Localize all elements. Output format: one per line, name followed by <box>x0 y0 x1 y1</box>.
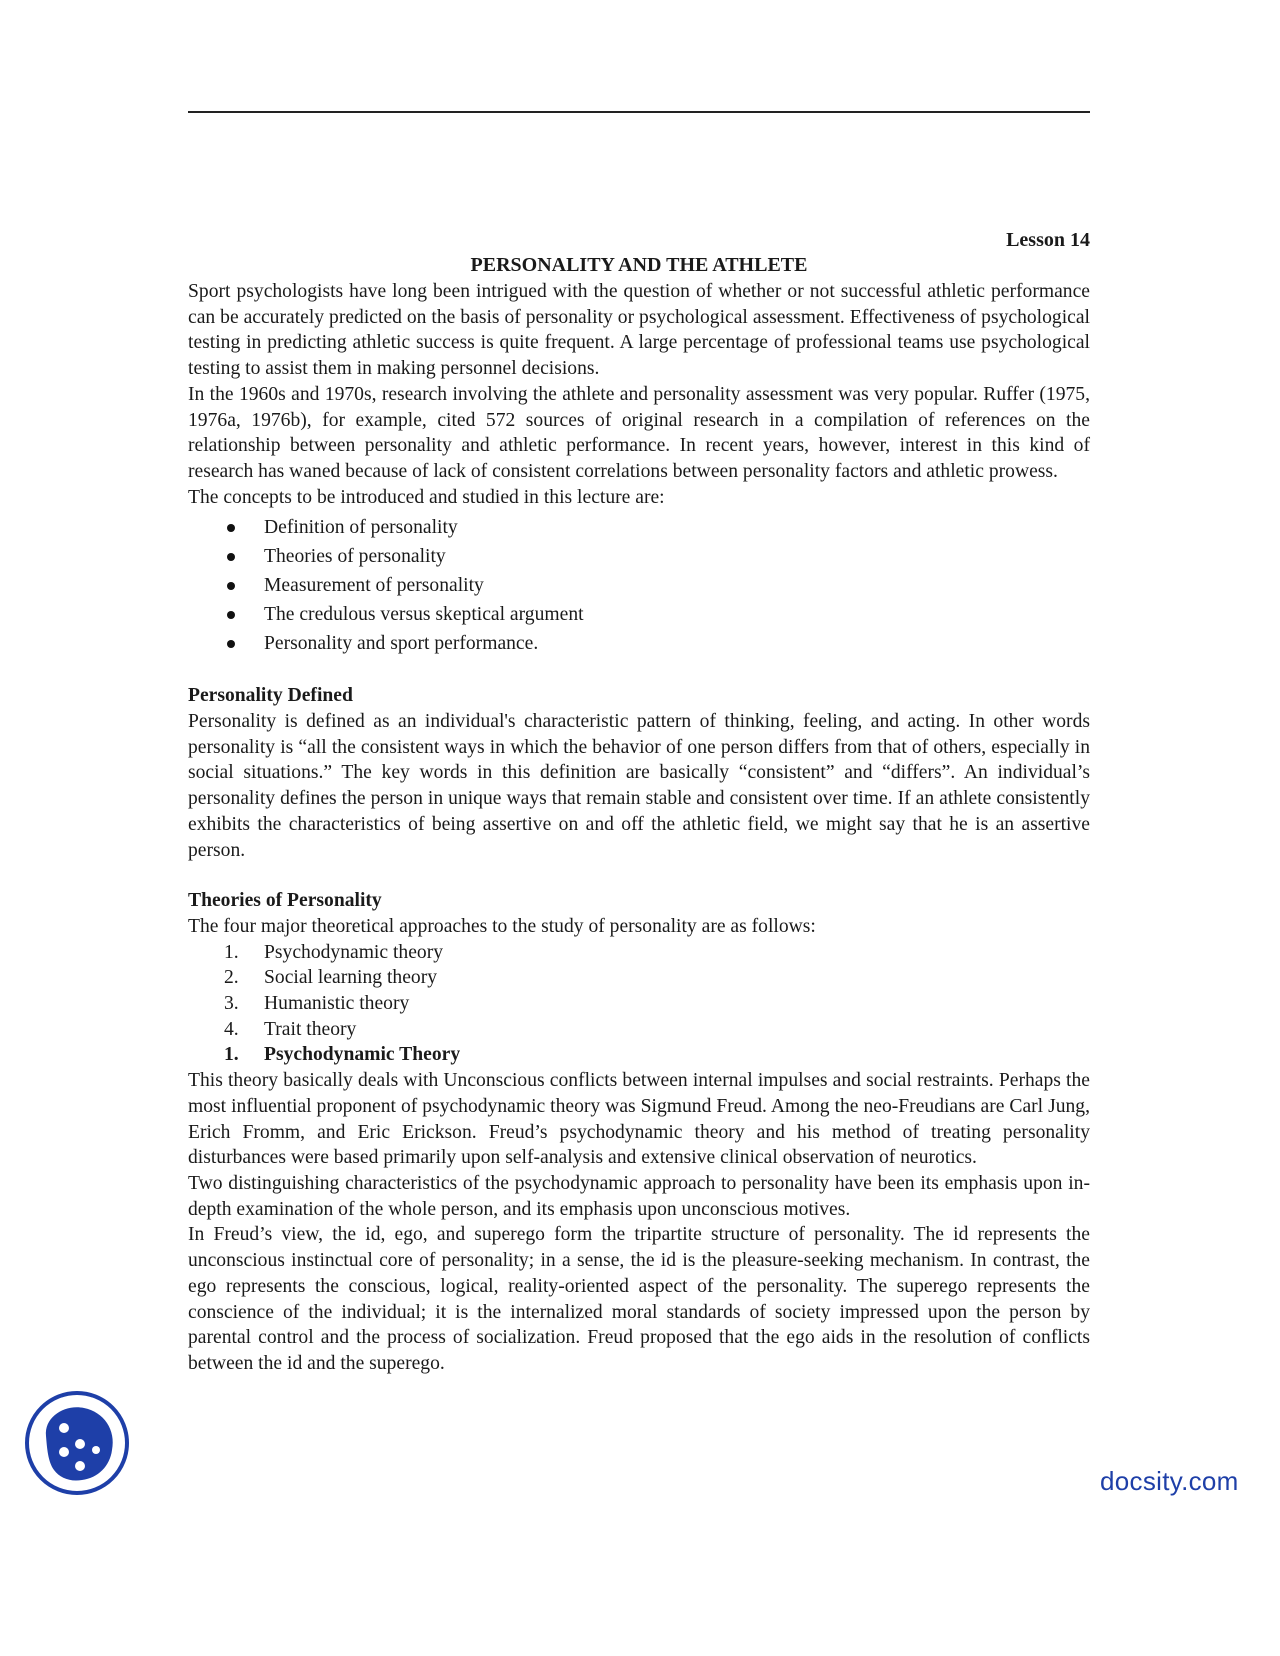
list-item <box>188 965 1090 991</box>
list-item <box>188 1017 1090 1043</box>
lesson-number: Lesson 14 <box>1006 229 1090 251</box>
list-item-label: Definition of personality <box>264 517 458 539</box>
bullet-icon <box>227 582 235 590</box>
subsection-heading-psychodynamic <box>188 1042 1090 1068</box>
list-number: 4. <box>224 1018 239 1040</box>
intro-paragraph-2: In the 1960s and 1970s, research involving the athlete and personality assessment was very popular. Ruffer (1975, 1976a, 1976b), for example, cited 572 sources of original research in a compilation of references on the relationship between personality and athletic performance. In recent years, however, interest in this kind of research has waned because of lack of consistent correlations between personality factors and athletic prowess. <box>188 383 1090 482</box>
intro-paragraph-3: The concepts to be introduced and studied in this lecture are: <box>188 486 665 508</box>
psychodynamic-paragraph-2: Two distinguishing characteristics of the psychodynamic approach to personality have been its emphasis upon in-depth examination of the whole person, and its emphasis upon unconscious motives. <box>188 1172 1090 1220</box>
theories-list <box>188 940 1090 1043</box>
subsection-title: Psychodynamic Theory <box>264 1044 461 1066</box>
intro-paragraph-1: Sport psychologists have long been intrigued with the question of whether or not successful athletic performance can be accurately predicted on the basis of personality or psychological assessment. Effectiveness of psychological testing in predicting athletic success is quite frequent. A large percentage of professional teams use psychological testing to assist them in making personnel decisions. <box>188 281 1090 380</box>
page-title: PERSONALITY AND THE ATHLETE <box>470 254 808 276</box>
bullet-icon <box>227 611 235 619</box>
subsection-number: 1. <box>224 1044 239 1066</box>
psychodynamic-paragraph-3: In Freud’s view, the id, ego, and superego form the tripartite structure of personality. The id represents the unconscious instinctual core of personality; in a sense, the id is the pleasure-seeking mechanism. In contrast, the ego represents the conscious, logical, reality-oriented aspect of the personality. The superego represents the conscience of the individual; it is the internalized moral standards of society impressed upon the person by parental control and the process of socialization. Freud proposed that the ego aids in the resolution of conflicts between the id and the superego. <box>188 1224 1090 1374</box>
bullet-icon <box>227 640 235 648</box>
list-item-label: Measurement of personality <box>264 575 484 597</box>
list-number: 1. <box>224 941 239 963</box>
list-item-label: Personality and sport performance. <box>264 633 539 655</box>
concepts-list <box>188 513 1090 658</box>
list-number: 3. <box>224 993 239 1015</box>
list-item <box>188 571 1090 600</box>
list-item-label: Psychodynamic theory <box>264 941 444 963</box>
section-heading-theories: Theories of Personality <box>188 890 382 912</box>
list-item-label: Theories of personality <box>264 546 446 568</box>
list-item-label: The credulous versus skeptical argument <box>264 604 584 626</box>
header-rule <box>188 111 1090 113</box>
list-item-label: Humanistic theory <box>264 993 410 1015</box>
list-item <box>188 629 1090 658</box>
list-item <box>188 600 1090 629</box>
list-number: 2. <box>224 967 239 989</box>
docsity-logo-icon <box>24 1390 130 1496</box>
list-item-label: Social learning theory <box>264 967 438 989</box>
docsity-watermark: docsity.com <box>1100 1466 1239 1496</box>
psychodynamic-paragraph-1: This theory basically deals with Unconscious conflicts between internal impulses and social restraints. Perhaps the most influential proponent of psychodynamic theory was Sigmund Freud. Among the neo-Freudians are Carl Jung, Erich Fromm, and Eric Erickson. Freud’s psychodynamic theory and his method of treating personality disturbances were based primarily upon self-analysis and extensive clinical observation of neurotics. <box>188 1070 1090 1169</box>
list-item <box>188 940 1090 966</box>
bullet-icon <box>227 553 235 561</box>
list-item <box>188 991 1090 1017</box>
list-item <box>188 542 1090 571</box>
bullet-icon <box>227 524 235 532</box>
list-item-label: Trait theory <box>264 1018 357 1040</box>
defined-paragraph: Personality is defined as an individual's characteristic pattern of thinking, feeling, and acting. In other words personality is “all the consistent ways in which the behavior of one person differs from that of others, especially in social situations.” The key words in this definition are basically “consistent” and “differs”. An individual’s personality defines the person in unique ways that remain stable and consistent over time. If an athlete consistently exhibits the characteristics of being assertive on and off the athletic field, we might say that he is an assertive person. <box>188 711 1090 861</box>
theories-intro: The four major theoretical approaches to the study of personality are as follows: <box>188 915 816 937</box>
list-item <box>188 513 1090 542</box>
section-heading-defined: Personality Defined <box>188 685 353 707</box>
document-page <box>188 228 1090 1377</box>
